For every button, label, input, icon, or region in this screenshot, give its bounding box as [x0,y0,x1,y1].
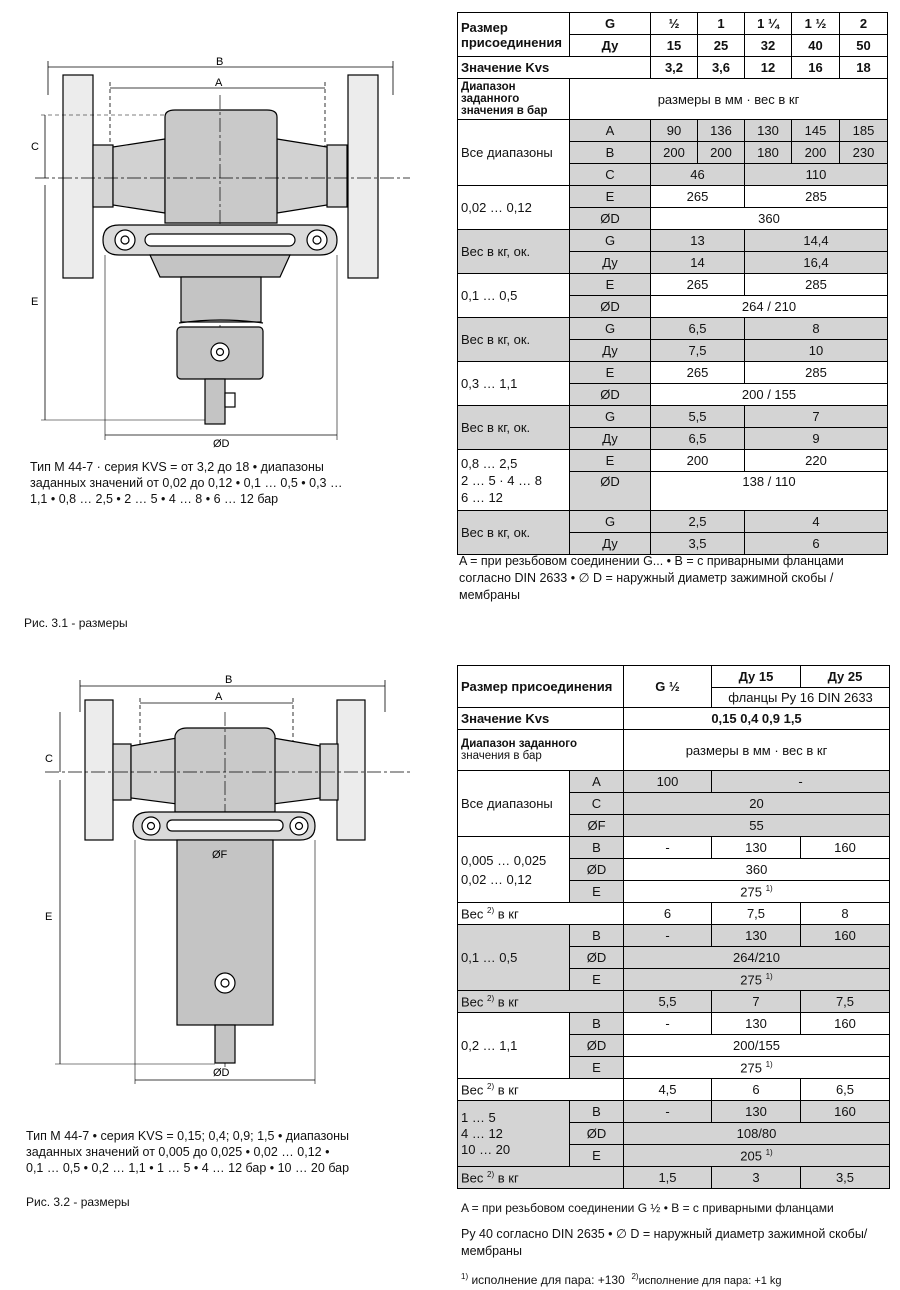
t1-a-val: 130 [745,120,792,142]
t1-w-g-label: G [570,318,651,340]
t2-od-val: 108/80 [624,1123,890,1145]
t1-b-val: 200 [792,142,840,164]
t2-w-val: 6 [624,903,712,925]
t2-weight-sup: 2) [487,905,495,915]
fig2-dim-od: ØD [213,1067,230,1079]
fig1-caption: Тип М 44-7 · серия KVS = от 3,2 до 18 • диапазоны заданных значений от 0,02 до 0,12 • 0,1 … 0,5 • 0,3 … 1,1 • 0,8 … 2,5 • 2 … 5 • 4 … 8 • 6 … 12 бар [30,460,343,506]
t2-footnote2: исполнение для пара: +1 kg [638,1275,782,1287]
t2-weight-label [458,1167,624,1189]
t1-w-du-label: Ду [570,340,651,362]
t1-a-label: A [570,120,651,142]
t2-footnote1: исполнение для пара: +130 [471,1273,625,1287]
t1-c-label: C [570,164,651,186]
t1-g-val: 1 ½ [792,13,840,35]
t2-footnote1-sup: 1) [461,1272,469,1281]
fig2-dim-b: B [225,674,233,686]
t1-du-label: Ду [570,35,651,57]
t2-e-cell [624,969,890,991]
fig2-dim-a: A [215,691,223,703]
t1-w-val: 7 [745,406,888,428]
t2-b-val: 160 [801,925,890,947]
t2-weight-unit: в кг [497,1170,519,1186]
t1-e-val: 265 [651,186,745,208]
t2-b-label: B [570,837,624,859]
figure-3-1-drawing [15,55,425,450]
t2-of-label: ØF [570,815,624,837]
t1-weight-label: Вес в кг, ок. [458,406,570,450]
t2-weight-sup: 2) [487,993,495,1003]
t1-kvs-val: 12 [745,57,792,79]
t2-e-val: 275 [740,1060,762,1076]
t1-b-val: 200 [698,142,745,164]
t1-e-val: 285 [745,362,888,384]
t2-w-val: 7 [712,991,801,1013]
t2-b-val: - [624,1101,712,1123]
t1-e-val: 285 [745,186,888,208]
t1-w-val: 2,5 [651,511,745,533]
fig2-dim-e: E [45,911,53,923]
t1-e-val: 220 [745,450,888,472]
t2-kvs-values: 0,15 0,4 0,9 1,5 [624,708,890,730]
t2-w-val: 3 [712,1167,801,1189]
t1-e-val: 200 [651,450,745,472]
t1-kvs-val: 16 [792,57,840,79]
t2-g-header: G ½ [624,666,712,708]
t1-e-label: E [570,186,651,208]
t2-conn-label: Размер присоединения [458,666,624,708]
t1-w-g-label: G [570,406,651,428]
t2-weight-unit: в кг [497,906,519,922]
dimension-table-1 [457,12,888,555]
t2-b-val: - [624,837,712,859]
t1-w-g-label: G [570,511,651,533]
t1-b-val: 200 [651,142,698,164]
t2-b-val: - [624,925,712,947]
t2-note2: Ру 40 согласно DIN 2635 • ∅ D = наружный диаметр зажимной скобы/мембраны [461,1227,868,1258]
t1-w-val: 4 [745,511,888,533]
t2-du15-header: Ду 15 [712,666,801,688]
t2-b-val: 130 [712,1013,801,1035]
t2-of-val: 55 [624,815,890,837]
t1-du-val: 32 [745,35,792,57]
t1-kvs-label: Значение Kvs [458,57,651,79]
t2-e-label: E [570,1145,624,1167]
t2-weight-sup: 2) [487,1081,495,1091]
t2-w-val: 7,5 [712,903,801,925]
t2-kvs-label: Значение Kvs [458,708,624,730]
t2-w-val: 5,5 [624,991,712,1013]
t1-e-label: E [570,450,651,472]
t2-du25-header: Ду 25 [801,666,890,688]
t2-w-val: 4,5 [624,1079,712,1101]
t1-kvs-val: 3,6 [698,57,745,79]
t2-b-val: 130 [712,837,801,859]
t2-c-label: C [570,793,624,815]
t2-e-sup: 1) [765,1147,773,1157]
t2-note1: A = при резьбовом соединении G ½ • B = с приварными фланцами [461,1201,834,1215]
t2-b-val: 160 [801,837,890,859]
t2-e-label: E [570,969,624,991]
t2-b-label: B [570,1013,624,1035]
fig1-dim-a: A [215,77,223,89]
t2-e-sup: 1) [765,1059,773,1069]
t2-od-val: 200/155 [624,1035,890,1057]
t2-weight-label [458,991,624,1013]
t1-w-du-label: Ду [570,533,651,555]
t2-e-val: 275 [740,972,762,988]
dimension-table-2 [457,665,890,1189]
t2-weight-label [458,903,624,925]
t1-e-label: E [570,362,651,384]
t2-b-val: 130 [712,925,801,947]
t1-w-val: 10 [745,340,888,362]
t2-weight-sup: 2) [487,1169,495,1179]
t2-w-val: 8 [801,903,890,925]
t2-weight-label [458,1079,624,1101]
figure-3-2-drawing [15,672,425,1092]
t1-w-val: 5,5 [651,406,745,428]
t1-od-label: ØD [570,384,651,406]
t1-w-val: 8 [745,318,888,340]
t1-w-val: 3,5 [651,533,745,555]
t1-w-g-label: G [570,230,651,252]
fig1-dim-b: B [216,56,224,68]
t1-od-val: 138 / 110 [651,472,888,511]
t2-units: размеры в мм · вес в кг [624,730,890,771]
t2-e-val: 275 [740,884,762,900]
t1-w-val: 13 [651,230,745,252]
t2-w-val: 1,5 [624,1167,712,1189]
t2-weight-word: Вес [461,1082,484,1098]
t1-range: 0,3 … 1,1 [458,362,570,406]
t1-du-val: 15 [651,35,698,57]
t1-kvs-val: 18 [840,57,888,79]
t2-c-val: 20 [624,793,890,815]
t2-range-label-bold: Диапазон заданного [461,738,577,750]
t1-weight-label: Вес в кг, ок. [458,230,570,274]
t1-od-val: 200 / 155 [651,384,888,406]
fig1-dim-e: E [31,296,39,308]
t2-e-val: 205 [740,1148,762,1164]
t2-b-val: 160 [801,1013,890,1035]
t2-e-sup: 1) [765,883,773,893]
t2-od-label: ØD [570,1035,624,1057]
t1-c-val: 110 [745,164,888,186]
fig1-label: Рис. 3.1 - размеры [24,616,128,630]
t2-od-val: 360 [624,859,890,881]
t1-a-val: 136 [698,120,745,142]
t1-b-val: 230 [840,142,888,164]
t1-od-label: ØD [570,208,651,230]
t1-range: 0,02 … 0,12 [458,186,570,230]
t1-du-val: 40 [792,35,840,57]
t2-weight-word: Вес [461,906,484,922]
t2-w-val: 6,5 [801,1079,890,1101]
t1-a-val: 90 [651,120,698,142]
t1-w-val: 6,5 [651,318,745,340]
t1-a-val: 145 [792,120,840,142]
t1-w-val: 14 [651,252,745,274]
t1-a-val: 185 [840,120,888,142]
t1-range: 0,8 … 2,5 2 … 5 · 4 … 8 6 … 12 [458,450,570,511]
t1-w-val: 7,5 [651,340,745,362]
t1-du-val: 25 [698,35,745,57]
t2-flange-header: фланцы Ру 16 DIN 2633 [712,688,890,708]
t1-note: A = при резьбовом соединении G... • B = с приварными фланцами согласно DIN 2633 • ∅ D = наружный диаметр зажимной скобы / мембраны [459,554,844,602]
t1-g-val: ½ [651,13,698,35]
t1-w-val: 14,4 [745,230,888,252]
t2-range: 0,005 … 0,025 0,02 … 0,12 [458,837,570,903]
t1-w-val: 6 [745,533,888,555]
t2-weight-word: Вес [461,994,484,1010]
t1-e-label: E [570,274,651,296]
t2-w-val: 3,5 [801,1167,890,1189]
t1-b-val: 180 [745,142,792,164]
t2-e-sup: 1) [765,971,773,981]
t1-range: 0,1 … 0,5 [458,274,570,318]
t1-g-val: 1 [698,13,745,35]
t1-od-label: ØD [570,296,651,318]
t2-od-label: ØD [570,1123,624,1145]
t1-conn-label: Размер присоединения [458,13,570,57]
fig2-caption: Тип М 44-7 • серия KVS = 0,15; 0,4; 0,9; 1,5 • диапазоны заданных значений от 0,005 до 0,025 • 0,02 … 0,12 • 0,1 … 0,5 • 0,2 … 1,1 • 1 … 5 • 4 … 12 бар • 10 … 20 бар [26,1129,350,1175]
fig1-dim-od: ØD [213,438,230,450]
t2-e-label: E [570,1057,624,1079]
t1-g-val: 2 [840,13,888,35]
t2-od-label: ØD [570,947,624,969]
t1-e-val: 265 [651,362,745,384]
t2-b-val: 130 [712,1101,801,1123]
t1-od-label: ØD [570,472,651,511]
t1-e-val: 265 [651,274,745,296]
t1-g-val: 1 ¼ [745,13,792,35]
t2-w-val: 7,5 [801,991,890,1013]
fig2-dim-of: ØF [212,849,228,861]
fig2-label: Рис. 3.2 - размеры [26,1195,130,1209]
t2-e-cell [624,1145,890,1167]
t2-weight-word: Вес [461,1170,484,1186]
t1-od-val: 360 [651,208,888,230]
t2-range: 0,2 … 1,1 [458,1013,570,1079]
t2-e-cell [624,881,890,903]
t1-range-label: Диапазон заданного значения в бар [458,79,570,120]
t2-w-val: 6 [712,1079,801,1101]
t1-w-du-label: Ду [570,428,651,450]
t1-weight-label: Вес в кг, ок. [458,318,570,362]
t1-units: размеры в мм · вес в кг [570,79,888,120]
t2-a-val: - [712,771,890,793]
t1-w-val: 9 [745,428,888,450]
t1-du-val: 50 [840,35,888,57]
t2-e-cell [624,1057,890,1079]
fig2-dim-c: C [45,753,53,765]
t2-a-val: 100 [624,771,712,793]
t2-b-label: B [570,1101,624,1123]
t2-b-val: 160 [801,1101,890,1123]
t1-c-val: 46 [651,164,745,186]
t1-weight-label: Вес в кг, ок. [458,511,570,555]
t1-w-val: 6,5 [651,428,745,450]
t1-kvs-val: 3,2 [651,57,698,79]
t2-all-ranges: Все диапазоны [458,771,570,837]
t2-od-label: ØD [570,859,624,881]
t1-w-val: 16,4 [745,252,888,274]
t2-weight-unit: в кг [497,994,519,1010]
t2-range-label-rest: значения в бар [461,750,542,762]
t2-range-label [458,730,624,771]
t2-footnote2-sup: 2) [631,1272,639,1281]
t2-range: 1 … 5 4 … 12 10 … 20 [458,1101,570,1167]
t1-g-label: G [570,13,651,35]
t2-weight-unit: в кг [497,1082,519,1098]
t2-a-label: A [570,771,624,793]
t1-e-val: 285 [745,274,888,296]
t1-b-label: B [570,142,651,164]
t2-range: 0,1 … 0,5 [458,925,570,991]
t1-od-val: 264 / 210 [651,296,888,318]
t1-all-ranges: Все диапазоны [458,120,570,186]
t1-w-du-label: Ду [570,252,651,274]
fig1-dim-c: C [31,141,39,153]
t2-e-label: E [570,881,624,903]
t2-b-label: B [570,925,624,947]
t2-od-val: 264/210 [624,947,890,969]
t2-b-val: - [624,1013,712,1035]
